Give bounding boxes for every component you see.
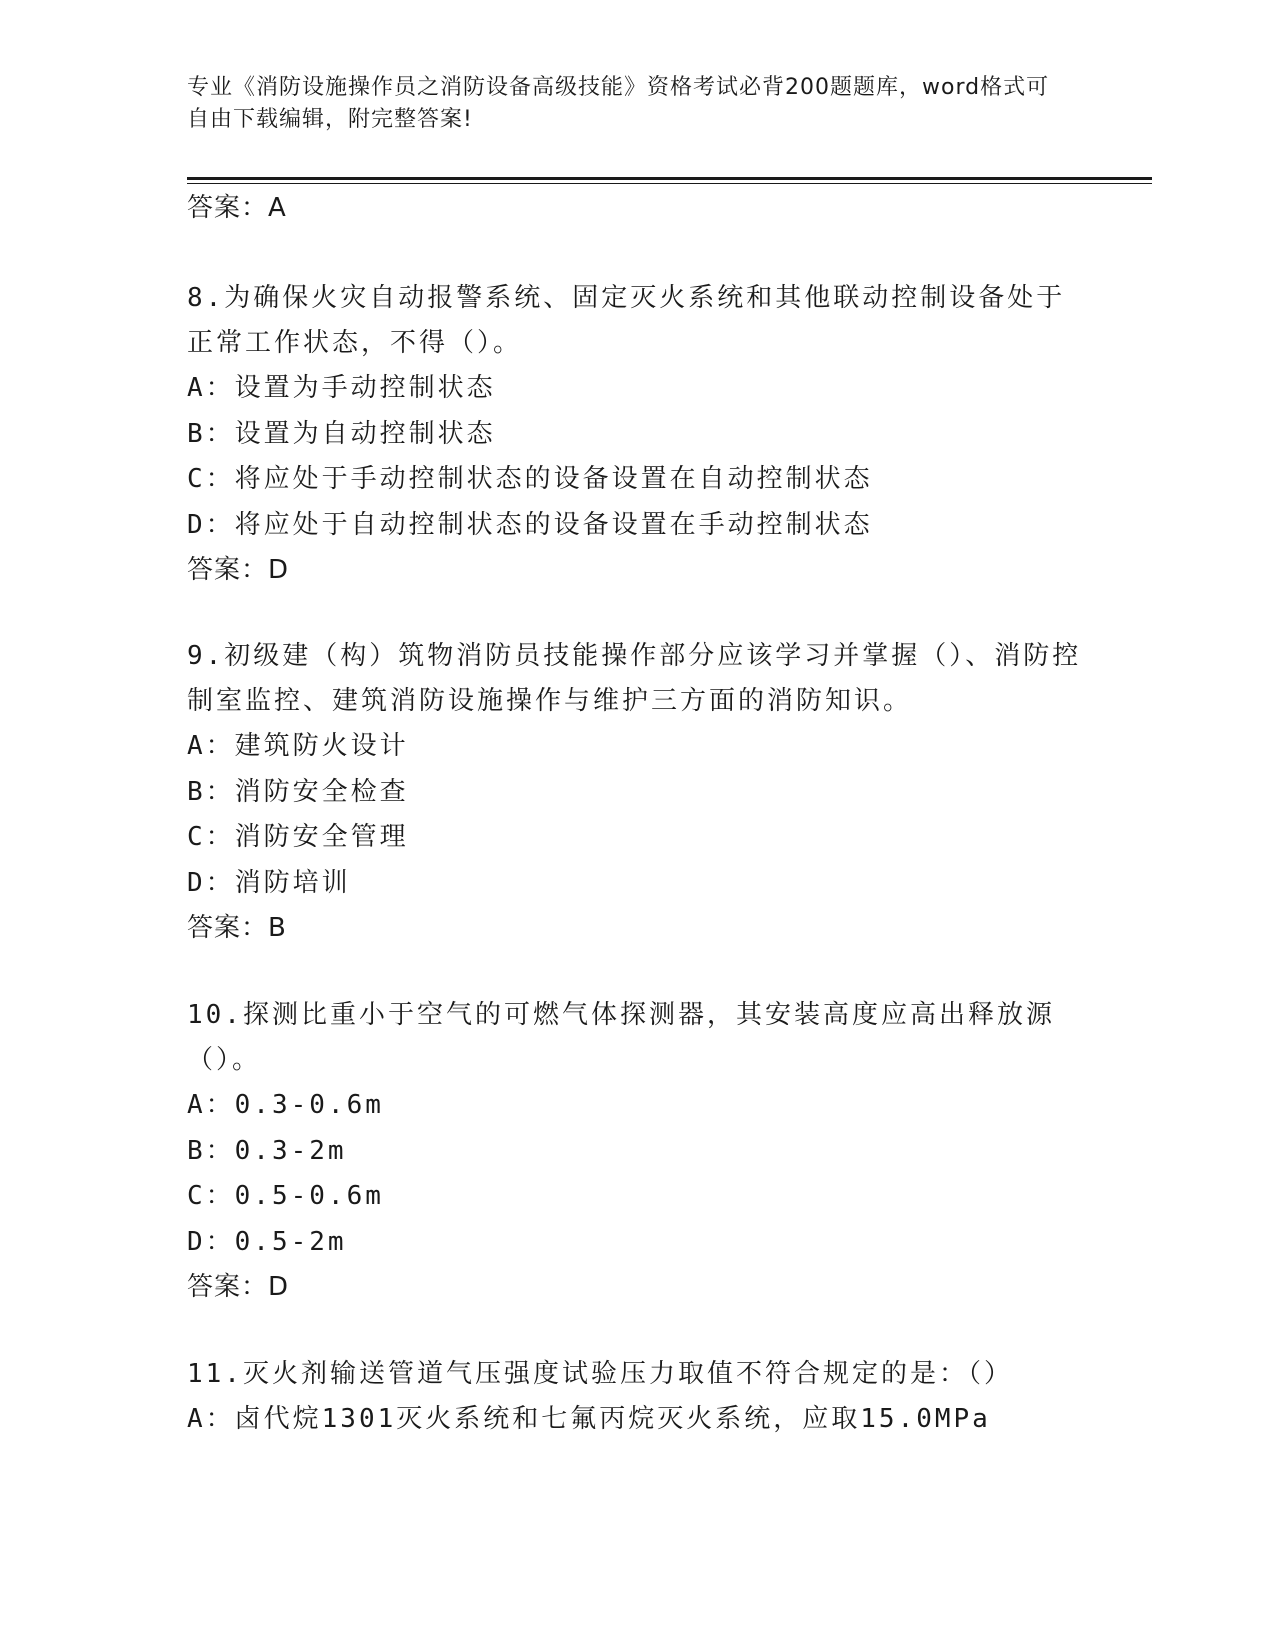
option-c: C：0.5-0.6m xyxy=(187,1181,384,1211)
option-c: C：将应处于手动控制状态的设备设置在自动控制状态 xyxy=(187,464,873,494)
answer-text: 答案：D xyxy=(187,555,290,585)
option-a: A：建筑防火设计 xyxy=(187,731,409,761)
question-8 xyxy=(187,276,1087,593)
question-stem: 10.探测比重小于空气的可燃气体探测器，其安装高度应高出释放源（）。 xyxy=(187,1000,1055,1075)
option-d: D：消防培训 xyxy=(187,867,351,898)
answer-text: 答案：A xyxy=(187,193,287,223)
option-a: A：卤代烷1301灭火系统和七氟丙烷灭火系统，应取15.0MPa xyxy=(187,1404,991,1434)
answer-text: 答案：D xyxy=(187,1272,290,1302)
header-divider-thick xyxy=(187,177,1152,180)
answer-text: 答案：B xyxy=(187,913,287,943)
option-a: A：0.3-0.6m xyxy=(187,1090,384,1120)
option-b: B：设置为自动控制状态 xyxy=(187,418,496,449)
question-stem: 9.初级建（构）筑物消防员技能操作部分应该学习并掌握（）、消防控制室监控、建筑消防设施操作与维护三方面的消防知识。 xyxy=(187,641,1082,716)
document-header: 专业《消防设施操作员之消防设备高级技能》资格考试必背200题题库，word格式可自由下载编辑，附完整答案! xyxy=(187,75,1050,132)
question-11 xyxy=(187,1352,1087,1443)
question-stem: 8.为确保火灾自动报警系统、固定灭火系统和其他联动控制设备处于正常工作状态，不得（）。 xyxy=(187,283,1066,358)
question-9 xyxy=(187,634,1087,951)
option-d: D：0.5-2m xyxy=(187,1226,347,1257)
question-10 xyxy=(187,993,1087,1310)
question-stem: 11.灭火剂输送管道气压强度试验压力取值不符合规定的是：（） xyxy=(187,1359,1013,1389)
option-d: D：将应处于自动控制状态的设备设置在手动控制状态 xyxy=(187,509,873,540)
header-divider-thin xyxy=(187,183,1152,184)
option-b: B：0.3-2m xyxy=(187,1135,347,1166)
option-a: A：设置为手动控制状态 xyxy=(187,373,496,403)
option-c: C：消防安全管理 xyxy=(187,822,409,852)
answer-block-previous xyxy=(187,186,1087,231)
option-b: B：消防安全检查 xyxy=(187,776,409,807)
